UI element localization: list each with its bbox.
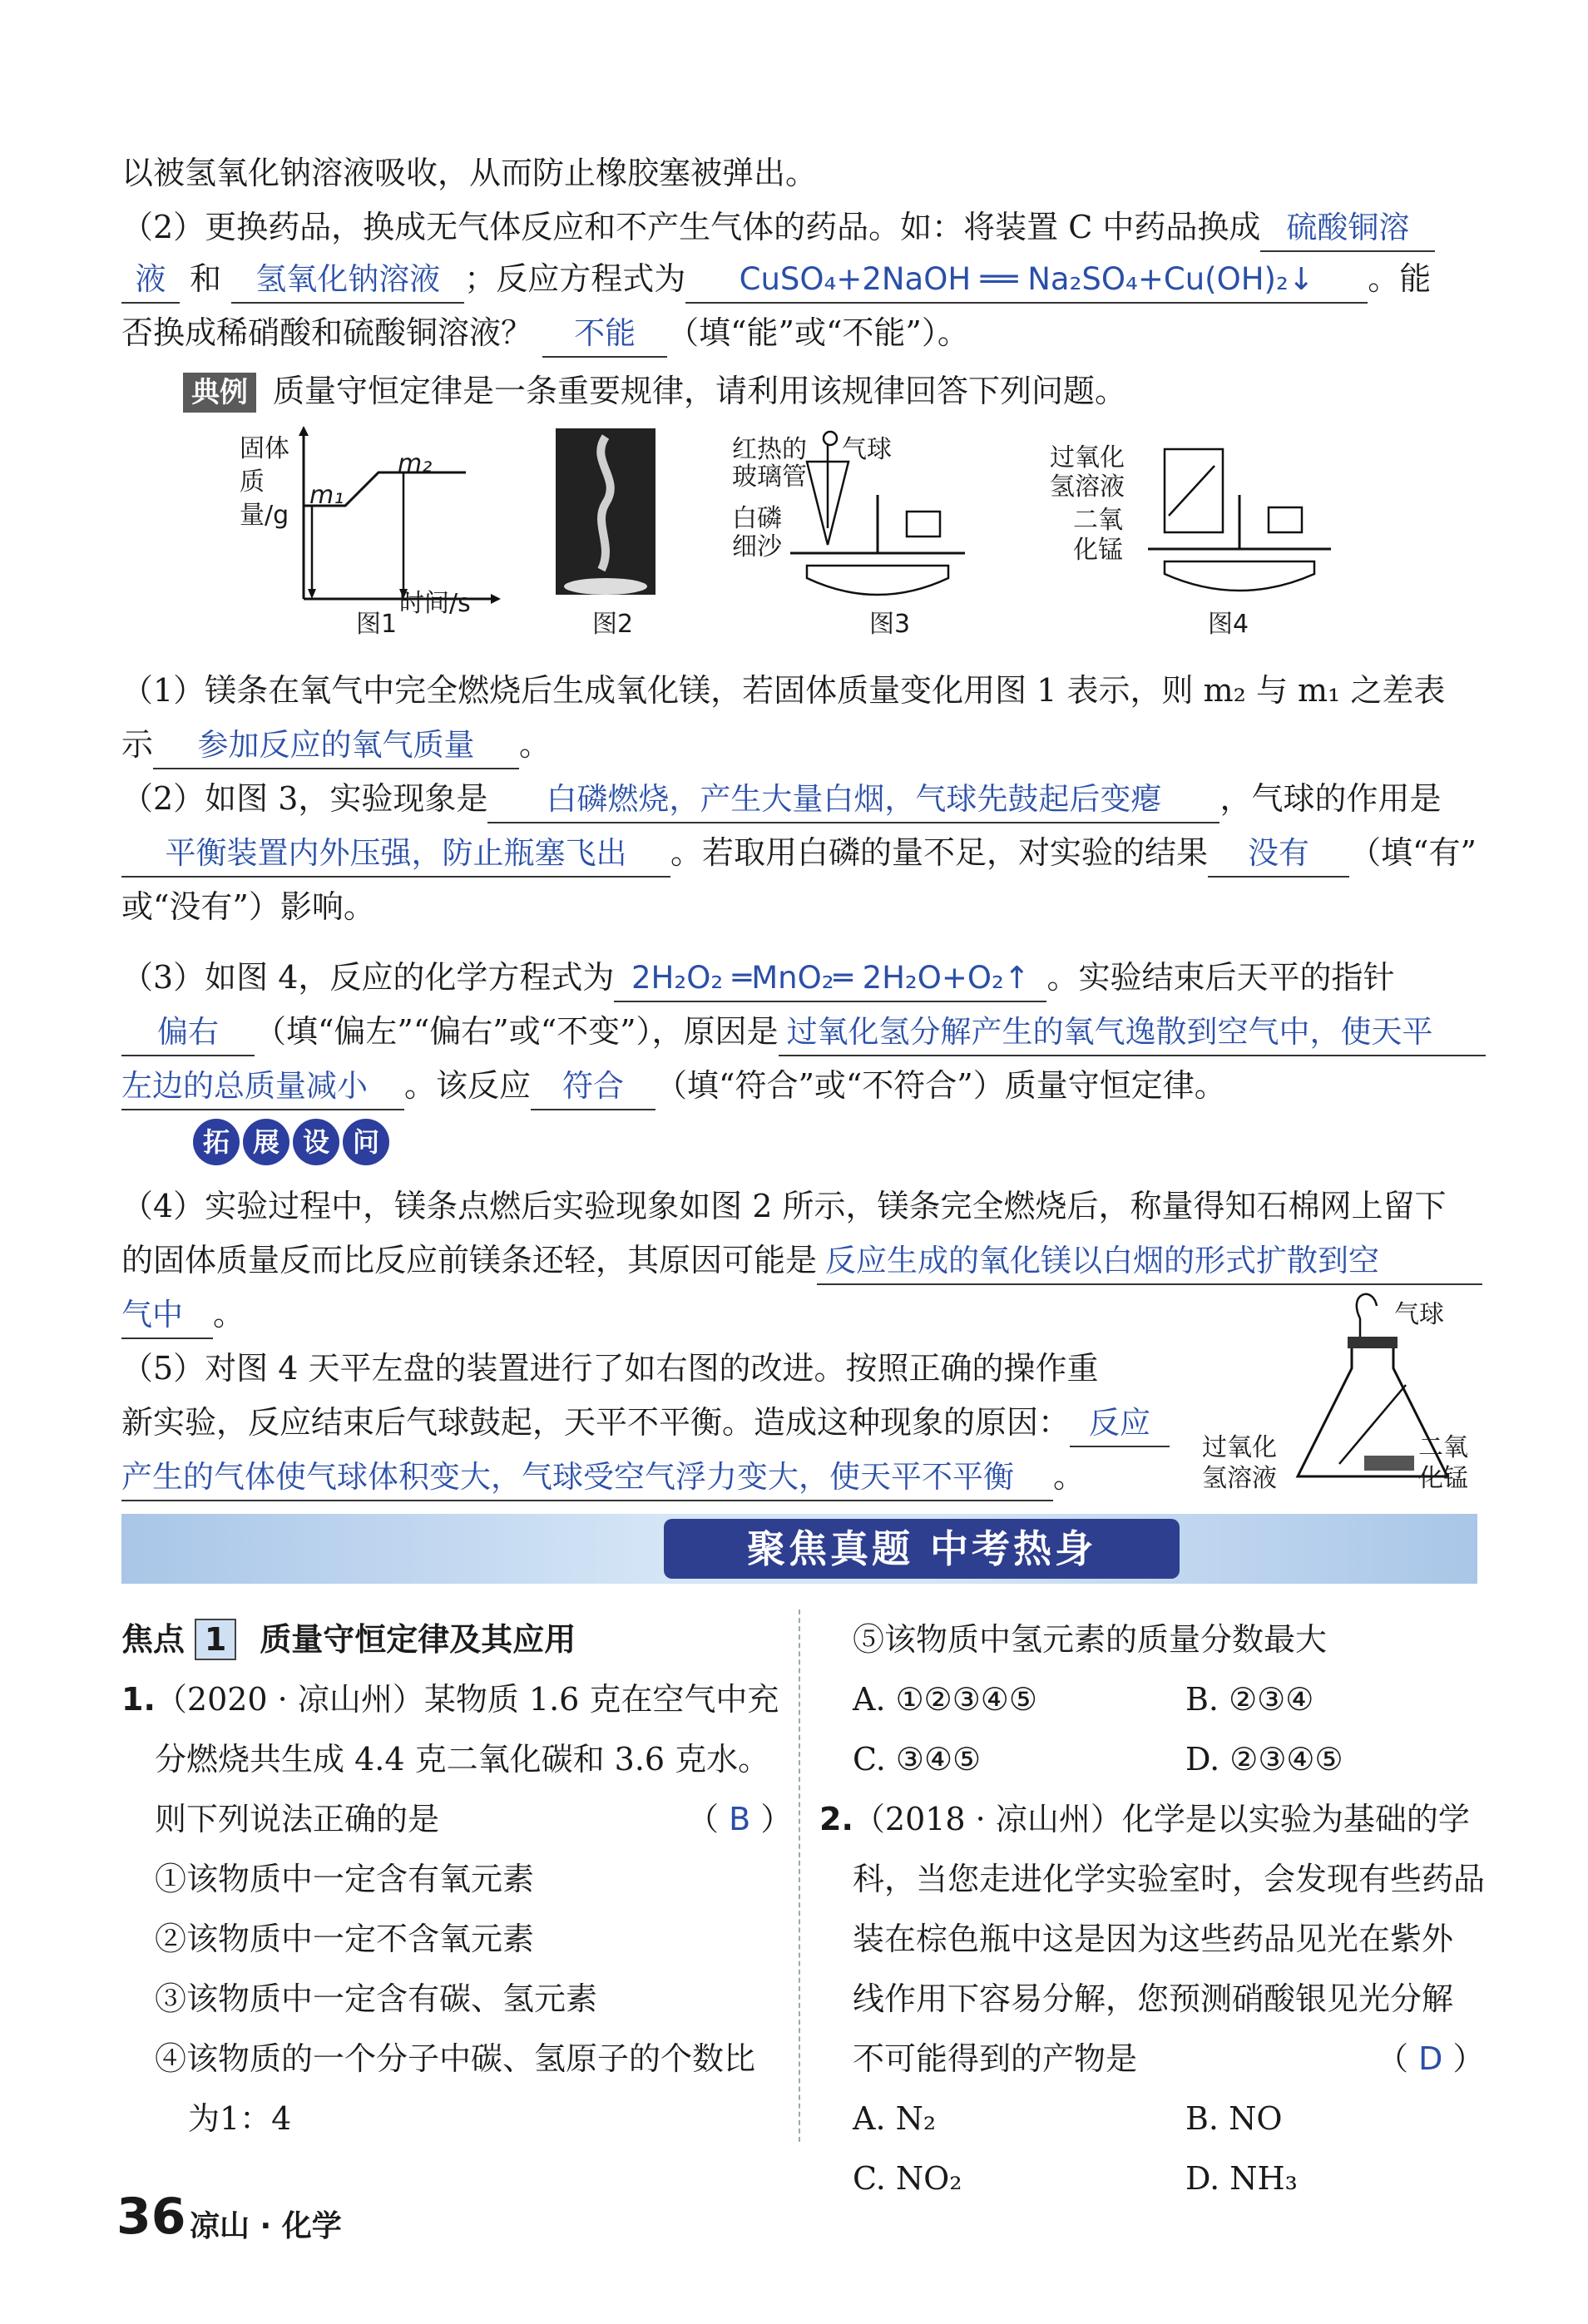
focus-heading	[121, 1609, 787, 1669]
text: 新实验，反应结束后气球鼓起，天平不平衡。造成这种现象的原因：	[121, 1404, 1071, 1441]
figure-1-caption: 图1	[356, 610, 398, 639]
text: 以被氢氧化钠溶液吸收，从而防止橡胶塞被弹出。	[121, 155, 818, 191]
answer-choice: D	[1418, 2040, 1443, 2077]
question-line: 装在棕色瓶中这是因为这些药品见光在紫外	[853, 1921, 1454, 1957]
choice-b: B. ②③④	[1185, 1681, 1314, 1718]
text: 和	[190, 260, 222, 297]
text-line	[121, 1006, 1477, 1056]
x-axis-label: 时间/s	[399, 589, 471, 618]
choice-row	[819, 2148, 1477, 2208]
text: 。实验结束后天平的指针	[1046, 959, 1395, 996]
answer-blank: 气中	[121, 1293, 213, 1339]
option-line: 为1：4	[188, 2100, 292, 2137]
figure-3-label: 细沙	[732, 532, 782, 561]
text-line	[121, 1397, 1203, 1447]
text: （1）镁条在氧气中完全燃烧后生成氧化镁，若固体质量变化用图 1 表示，则 m₂ 与 m₁ 之差表	[121, 672, 1446, 709]
text: （填“有”	[1349, 834, 1477, 871]
option-line: ④该物质的一个分子中碳、氢原子的个数比	[155, 2040, 756, 2077]
text-line	[121, 254, 1477, 304]
text-line	[121, 719, 1477, 769]
question-line: 不可能得到的产物是 （ D ）	[853, 2040, 1485, 2077]
m1-label: m₁	[309, 481, 344, 510]
figure-3-caption: 图3	[869, 610, 911, 639]
text: 示	[121, 726, 154, 763]
figure-4-caption: 图4	[1208, 610, 1249, 639]
text-line	[121, 952, 1477, 1002]
text: （2018 · 凉山州）化学是以实验为基础的学	[853, 1801, 1470, 1837]
text: 否换成稀硝酸和硫酸铜溶液？	[121, 314, 533, 351]
figure-4-label: 过氧化	[1050, 443, 1125, 472]
text-line	[121, 1061, 1477, 1110]
text: 。	[1053, 1458, 1086, 1495]
badge-char: 展	[243, 1119, 289, 1165]
choice-d: D. NH₃	[1185, 2160, 1298, 2197]
text-line	[121, 1181, 1477, 1231]
question-number: 2.	[819, 1801, 853, 1837]
question-line: 则下列说法正确的是 （ B ）	[155, 1801, 793, 1837]
badge-char: 问	[343, 1119, 389, 1165]
question-line: 分燃烧共生成 4.4 克二氧化碳和 3.6 克水。	[155, 1741, 770, 1778]
text: ，气球的作用是	[1219, 780, 1442, 817]
question-line	[819, 1789, 1477, 1849]
text: 。	[213, 1296, 245, 1333]
figure-4-label: 氢溶液	[1050, 472, 1125, 502]
text: （填“能”或“不能”）。	[667, 314, 969, 351]
right-column	[819, 1609, 1486, 2208]
answer-blank: 液	[121, 257, 180, 304]
answer-blank: 过氧化氢分解产生的氧气逸散到空气中，使天平	[779, 1010, 1486, 1056]
answer-blank: 参加反应的氧气质量	[153, 723, 519, 769]
figure-4-label: 二氧	[1073, 506, 1123, 535]
choice-row	[819, 2089, 1477, 2148]
choice-c: C. NO₂	[853, 2160, 962, 2197]
option-line: ⑤该物质中氢元素的质量分数最大	[853, 1621, 1328, 1658]
choice-c: C. ③④⑤	[853, 1741, 982, 1778]
text-line	[121, 202, 1477, 252]
text-line	[121, 1289, 1477, 1339]
y-axis-label: 固体质量/g	[240, 434, 289, 530]
choice-row	[819, 1669, 1477, 1729]
text: （填“偏左”“偏右”或“不变”），原因是	[255, 1013, 779, 1050]
section-banner	[121, 1514, 1477, 1584]
choice-a: A. ①②③④⑤	[853, 1681, 1037, 1718]
text: 质量守恒定律是一条重要规律，请利用该规律回答下列问题。	[273, 373, 1127, 409]
answer-blank: 没有	[1208, 831, 1349, 878]
text: 或“没有”）影响。	[121, 888, 375, 925]
m2-label: m₂	[398, 449, 433, 478]
text: （2）更换药品，换成无气体反应和不产生气体的药品。如：将装置 C 中药品换成	[121, 209, 1261, 245]
option-line: ③该物质中一定含有碳、氢元素	[155, 1980, 598, 2017]
expand-section-badge	[193, 1119, 389, 1165]
choice-row	[819, 1729, 1477, 1789]
figure-4-label: 化锰	[1073, 536, 1123, 565]
answer-blank: 硫酸铜溶	[1260, 205, 1435, 252]
text: 。该反应	[404, 1067, 532, 1104]
text: （4）实验过程中，镁条点燃后实验现象如图 2 所示，镁条完全燃烧后，称量得知石棉网上留下	[121, 1188, 1447, 1224]
badge-char: 拓	[193, 1119, 240, 1165]
example-line	[183, 366, 1539, 416]
choice-a: A. N₂	[853, 2100, 937, 2137]
answer-blank: 左边的总质量减小	[121, 1064, 404, 1110]
text: 的固体质量反而比反应前镁条还轻，其原因可能是	[121, 1242, 818, 1278]
answer-equation: CuSO₄+2NaOH ══ Na₂SO₄+Cu(OH)₂↓	[685, 257, 1368, 304]
badge-char: 设	[293, 1119, 339, 1165]
answer-blank: 反应生成的氧化镁以白烟的形式扩散到空	[817, 1239, 1482, 1285]
answer-choice: B	[729, 1801, 751, 1837]
text: 不可能得到的产物是	[853, 2040, 1138, 2077]
left-column	[121, 1609, 793, 2148]
text: 。	[519, 726, 552, 763]
option-line: ②该物质中一定不含氧元素	[155, 1921, 535, 1957]
figure-5-label: 二氧	[1418, 1433, 1468, 1462]
answer-blank: 氢氧化钠溶液	[231, 257, 464, 304]
answer-blank: 产生的气体使气球体积变大，气球受空气浮力变大，使天平不平衡	[121, 1455, 1053, 1501]
answer-blank: 白磷燃烧，产生大量白烟，气球先鼓起后变瘪	[487, 777, 1219, 823]
figure-5-label: 化锰	[1418, 1464, 1468, 1493]
figure-5-label: 氢溶液	[1202, 1464, 1277, 1493]
text: 。能	[1368, 260, 1432, 297]
choice-b: B. NO	[1185, 2100, 1283, 2137]
answer-blank: 不能	[542, 311, 667, 358]
text: 。若取用白磷的量不足，对实验的结果	[670, 834, 1209, 871]
text: （填“符合”或“不符合”）质量守恒定律。	[655, 1067, 1226, 1104]
text: （2020 · 凉山州）某物质 1.6 克在空气中充	[155, 1681, 779, 1718]
balloon-label: 气球	[842, 435, 892, 464]
question-line: 科，当您走进化学实验室时，会发现有些药品	[853, 1861, 1486, 1897]
text-line	[121, 1343, 1203, 1393]
figure-3-label: 白磷	[732, 504, 782, 533]
answer-blank: 偏右	[121, 1010, 255, 1056]
choice-d: D. ②③④⑤	[1185, 1741, 1343, 1778]
text-line	[121, 882, 1477, 932]
answer-blank: 符合	[531, 1064, 655, 1110]
figure-4-apparatus	[1140, 433, 1356, 599]
focus-label: 焦点	[121, 1621, 186, 1658]
question-line	[121, 1669, 787, 1729]
text: （3）如图 4，反应的化学方程式为	[121, 959, 615, 996]
question-line: 线作用下容易分解，您预测硝酸银见光分解	[853, 1980, 1454, 2017]
focus-number: 1	[195, 1619, 236, 1660]
text: （2）如图 3，实验现象是	[121, 780, 488, 817]
text-line	[121, 1451, 1203, 1501]
footer-title: 凉山 · 化学	[190, 2209, 342, 2243]
focus-title: 质量守恒定律及其应用	[260, 1621, 576, 1658]
figure-2-caption: 图2	[592, 610, 634, 639]
answer-blank: 反应	[1070, 1401, 1170, 1447]
text: （5）对图 4 天平左盘的装置进行了如右图的改进。按照正确的操作重	[121, 1350, 1099, 1387]
option-line: ①该物质中一定含有氧元素	[155, 1861, 535, 1897]
figure-2-photo	[556, 428, 655, 595]
banner-title: 聚焦真题 中考热身	[664, 1519, 1180, 1579]
question-number: 1.	[121, 1681, 156, 1718]
text: 则下列说法正确的是	[155, 1801, 440, 1837]
text-line	[121, 665, 1477, 715]
answer-blank: 平衡装置内外压强，防止瓶塞飞出	[121, 831, 670, 878]
page-number: 36	[116, 2188, 186, 2246]
figure-3-label: 玻璃管	[732, 462, 807, 492]
text-line	[121, 1235, 1477, 1285]
column-divider	[799, 1609, 800, 2142]
text-line	[121, 308, 1477, 358]
text-line	[121, 774, 1477, 823]
figure-5-label: 过氧化	[1202, 1433, 1277, 1462]
answer-equation: 2H₂O₂ ═MnO₂═ 2H₂O+O₂↑	[614, 956, 1046, 1002]
figure-3-label: 红热的	[732, 435, 807, 464]
text: ；反应方程式为	[464, 260, 686, 297]
text-line	[121, 148, 1477, 198]
balloon-label: 气球	[1394, 1300, 1444, 1329]
text-line	[121, 828, 1477, 878]
example-tag: 典例	[183, 373, 256, 413]
